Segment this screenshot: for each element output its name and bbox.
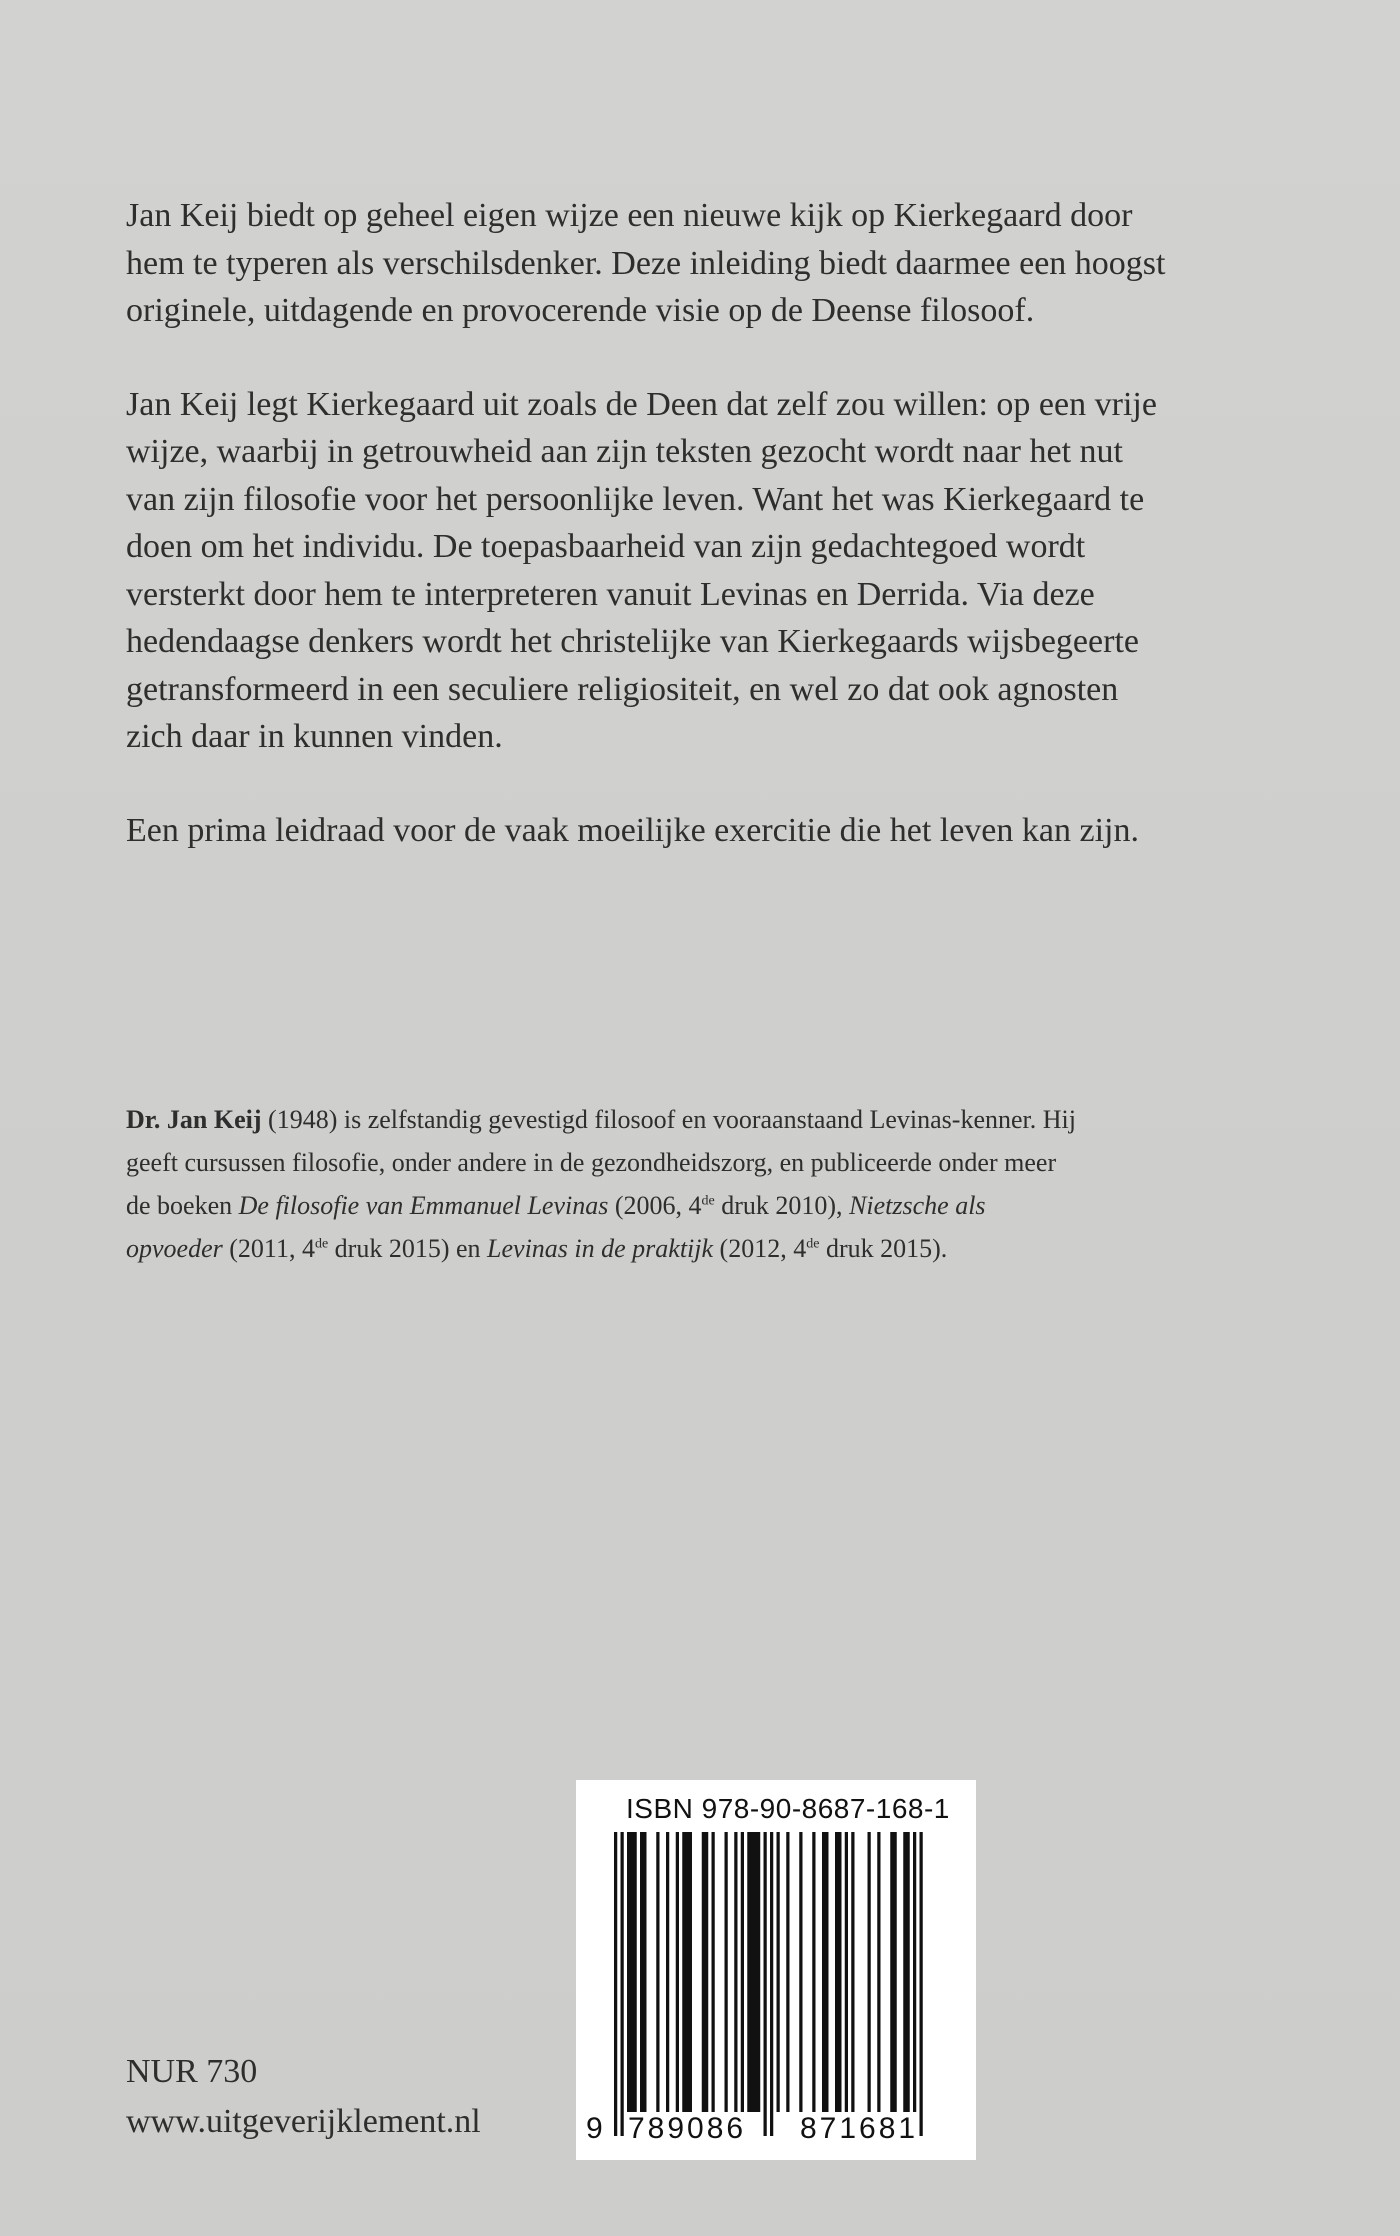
barcode-bar-3 [640,1832,647,2112]
barcode-bar-0 [614,1832,617,2136]
barcode-bar-15 [770,1832,773,2136]
barcode-bar-8 [702,1832,709,2112]
barcode-bar-9 [712,1832,715,2112]
book-title-1: De filosofie van Emmanuel Levinas [238,1191,609,1220]
book-title-3: Levinas in de praktijk [487,1234,714,1263]
bio-text-4: (2011, 4 [222,1234,315,1263]
barcode-bar-23 [851,1832,854,2112]
barcode-bar-2 [627,1832,637,2112]
bio-text-1: (1948) is zelfstandig gevestigd filosoof en vooraanstaand Levinas-kenner. Hij geeft cursussen filosofie, onder andere in de gezondheidszorg, en publiceerde onder meer de boeken [126,1105,1076,1220]
barcode-digit-first: 9 [586,2112,603,2145]
isbn-barcode [576,1780,976,2160]
author-bio [126,1098,1086,1270]
bio-text-5: druk 2015) en [328,1234,488,1263]
ordinal-suffix-2: de [314,1236,329,1252]
bio-text-7: druk 2015). [819,1234,948,1263]
barcode-bar-29 [920,1832,923,2136]
barcode-bar-18 [799,1832,802,2112]
book-title-2: Nietzsche als opvoeder [126,1191,986,1263]
barcode-bar-24 [868,1832,871,2112]
barcode-bars [576,1780,976,2160]
barcode-bar-5 [666,1832,669,2112]
author-name: Dr. Jan Keij [126,1105,262,1134]
barcode-bar-25 [877,1832,880,2112]
barcode-bar-14 [764,1832,767,2136]
barcode-bar-27 [903,1832,910,2112]
barcode-bar-11 [734,1832,737,2112]
blurb-paragraph-2: Jan Keij legt Kierkegaard uit zoals de Deen dat zelf zou willen: op een vrije wijze, waarbij in getrouwheid aan zijn teksten gezocht wordt naar het nut van zijn filosofie voor het persoonlijke leven. Want het was Kierkegaard te doen om het individu. De toepasbaarheid van zijn gedachtegoed wordt versterkt door hem te interpreteren vanuit Levinas en Derrida. Via deze hedendaagse denkers wordt het christelijke van Kierkegaards wijsbegeerte getransformeerd in een seculiere religiositeit, en wel zo dat ook agnosten zich daar in kunnen vinden. [126,385,1157,755]
ordinal-suffix-1: de [701,1193,715,1209]
barcode-bar-22 [845,1832,848,2112]
barcode-digits-right: 871681 [800,2112,919,2145]
barcode-bar-17 [786,1832,789,2112]
publisher-website: www.uitgeverijklement.nl [126,2103,481,2140]
barcode-bar-13 [747,1832,760,2112]
blurb-paragraph-3: Een prima leidraad voor de vaak moeilijke exercitie die het leven kan zijn. [126,811,1139,849]
ordinal-suffix-3: de [806,1236,820,1252]
bio-text-2: (2006, 4 [608,1191,702,1220]
barcode-bar-20 [822,1832,829,2112]
isbn-label: ISBN 978-90-8687-168-1 [626,1793,950,1824]
blurb-paragraph-1: Jan Keij biedt op geheel eigen wijze een nieuwe kijk op Kierkegaard door hem te typeren als verschilsdenker. Deze inleiding biedt daarmee een hoogst originele, uitdagende en provocerende visie op de Deense filosoof. [126,197,1166,329]
barcode-bar-12 [741,1832,744,2112]
barcode-bar-1 [621,1832,624,2136]
blurb [126,192,1166,900]
barcode-bar-26 [890,1832,897,2112]
barcode-bar-16 [777,1832,780,2112]
barcode-bar-19 [812,1832,815,2112]
barcode-bar-6 [676,1832,679,2112]
barcode-digits-left: 789086 [628,2112,747,2145]
bio-text-6: (2012, 4 [713,1234,807,1263]
nur-code: NUR 730 [126,2053,258,2090]
barcode-bar-28 [913,1832,916,2136]
barcode-bar-4 [656,1832,659,2112]
barcode-bar-21 [835,1832,842,2112]
barcode-bar-10 [725,1832,728,2112]
bio-text-3: druk 2010), [714,1191,850,1220]
barcode-bar-7 [682,1832,692,2112]
